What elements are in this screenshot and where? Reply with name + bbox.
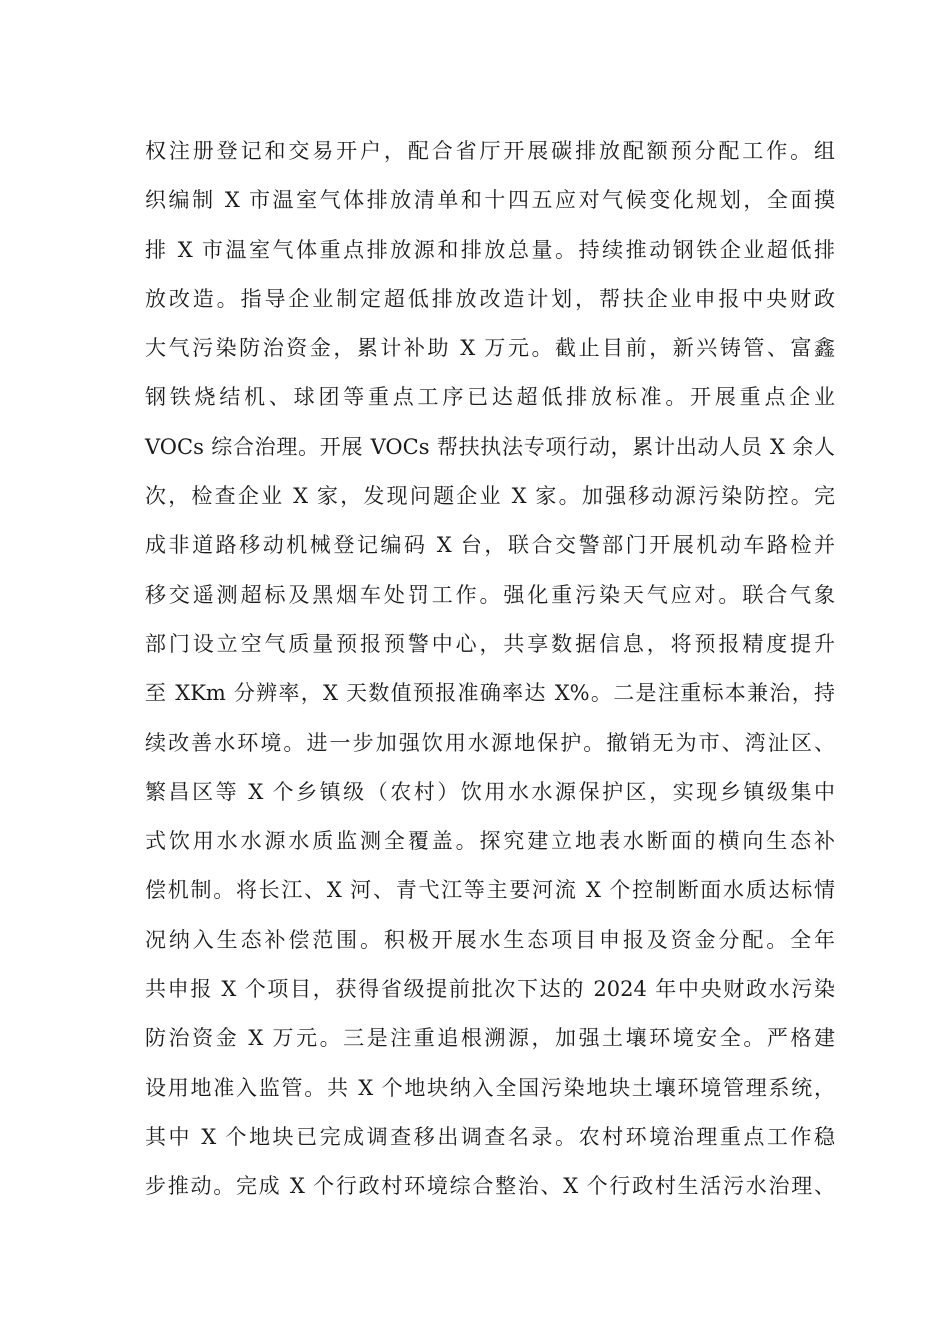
text-line: 繁昌区等 X 个乡镇级（农村）饮用水水源保护区，实现乡镇级集中	[145, 779, 835, 804]
text-line: 排 X 市温室气体重点排放源和排放总量。持续推动钢铁企业超低排	[145, 237, 835, 262]
text-line: 其中 X 个地块已完成调查移出调查名录。农村环境治理重点工作稳	[145, 1124, 835, 1149]
text-line: 防治资金 X 万元。三是注重追根溯源，加强土壤环境安全。严格建	[145, 1026, 835, 1051]
text-line: 至 XKm 分辨率，X 天数值预报准确率达 X%。二是注重标本兼治，持	[145, 681, 835, 706]
text-line: 步推动。完成 X 个行政村环境综合整治、X 个行政村生活污水治理、	[145, 1174, 835, 1199]
text-line: 成非道路移动机械登记编码 X 台，联合交警部门开展机动车路检并	[145, 533, 835, 558]
text-line: 续改善水环境。进一步加强饮用水源地保护。撤销无为市、湾沚区、	[145, 730, 835, 755]
text-line: 权注册登记和交易开户，配合省厅开展碳排放配额预分配工作。组	[145, 139, 835, 163]
document-body-text	[145, 131, 835, 1216]
text-line: VOCs 综合治理。开展 VOCs 帮扶执法专项行动，累计出动人员 X 余人	[145, 434, 835, 459]
text-line: 移交遥测超标及黑烟车处罚工作。强化重污染天气应对。联合气象	[145, 582, 835, 607]
text-line: 偿机制。将长江、X 河、青弋江等主要河流 X 个控制断面水质达标情	[145, 878, 835, 903]
text-line: 织编制 X 市温室气体排放清单和十四五应对气候变化规划，全面摸	[145, 188, 835, 213]
text-line: 大气污染防治资金，累计补助 X 万元。截止目前，新兴铸管、富鑫	[145, 336, 835, 361]
text-line: 式饮用水水源水质监测全覆盖。探究建立地表水断面的横向生态补	[145, 829, 835, 854]
text-line: 共申报 X 个项目，获得省级提前批次下达的 2024 年中央财政水污染	[145, 977, 835, 1002]
text-line: 设用地准入监管。共 X 个地块纳入全国污染地块土壤环境管理系统，	[145, 1075, 835, 1100]
text-line: 放改造。指导企业制定超低排放改造计划，帮扶企业申报中央财政	[145, 286, 835, 311]
text-line: 次，检查企业 X 家，发现问题企业 X 家。加强移动源污染防控。完	[145, 484, 835, 509]
text-line: 钢铁烧结机、球团等重点工序已达超低排放标准。开展重点企业	[145, 385, 835, 410]
text-line: 部门设立空气质量预报预警中心，共享数据信息，将预报精度提升	[145, 631, 835, 656]
text-line: 况纳入生态补偿范围。积极开展水生态项目申报及资金分配。全年	[145, 927, 835, 952]
